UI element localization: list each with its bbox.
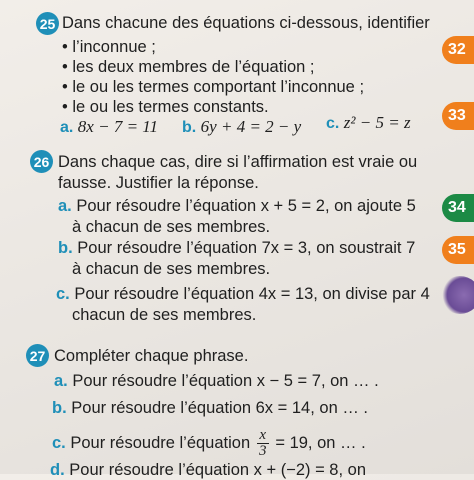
ex25-letter-b: b. bbox=[182, 119, 197, 136]
ex27-item-b bbox=[52, 398, 368, 418]
ex25-equation-b bbox=[182, 117, 301, 137]
ex26-letter-a: a. bbox=[58, 197, 72, 215]
ex26-item-a-line2: à chacun de ses membres. bbox=[72, 218, 271, 236]
ex27-item-d bbox=[50, 460, 366, 480]
ex25-bullet-4: • le ou les termes constants. bbox=[62, 97, 269, 117]
ex26-item-c-line2: chacun de ses membres. bbox=[72, 306, 257, 324]
ex27-item-c-after: = 19, on … . bbox=[275, 433, 366, 452]
ex25-eq-b: 6y + 4 = 2 − y bbox=[200, 117, 302, 136]
ex25-equation-a bbox=[60, 117, 158, 137]
ex25-bullet-1: • l’inconnue ; bbox=[62, 37, 156, 57]
ex27-item-b-text: Pour résoudre l’équation 6x = 14, on … . bbox=[71, 399, 368, 417]
side-tab-35: 35 bbox=[442, 236, 474, 264]
ex26-item-c-line1 bbox=[56, 284, 430, 304]
ex26-item-b-line1 bbox=[58, 238, 415, 258]
ex26-prompt-line2: fausse. Justifier la réponse. bbox=[58, 174, 259, 192]
fraction-denominator: 3 bbox=[259, 443, 267, 459]
ex26-letter-b: b. bbox=[58, 239, 73, 257]
ex26-item-c-text: Pour résoudre l’équation 4x = 13, on divise par 4 bbox=[74, 285, 430, 303]
ex27-prompt: Compléter chaque phrase. bbox=[54, 347, 249, 365]
ex25-bullet-3: • le ou les termes comportant l’inconnue ; bbox=[62, 77, 364, 97]
ex27-fraction bbox=[257, 428, 269, 459]
ex26-item-a-text: Pour résoudre l’équation x + 5 = 2, on ajoute 5 bbox=[76, 197, 416, 215]
ex25-equation-c bbox=[326, 113, 411, 133]
purple-illustration bbox=[440, 276, 474, 314]
ex27-item-a-text: Pour résoudre l’équation x − 5 = 7, on … . bbox=[72, 372, 379, 390]
ex25-bullet-2: • les deux membres de l’équation ; bbox=[62, 57, 315, 77]
ex26-item-a-line1 bbox=[58, 196, 416, 216]
ex26-prompt-line1: Dans chaque cas, dire si l’affirmation est vraie ou bbox=[58, 153, 418, 171]
ex27-item-c bbox=[52, 428, 366, 459]
ex27-letter-b: b. bbox=[52, 399, 67, 417]
ex27-letter-a: a. bbox=[54, 372, 68, 390]
ex25-letter-c: c. bbox=[326, 115, 340, 132]
ex27-item-d-text: Pour résoudre l’équation x + (−2) = 8, on bbox=[69, 461, 366, 479]
ex25-eq-c: z² − 5 = z bbox=[343, 113, 411, 132]
ex27-item-c-before: Pour résoudre l’équation bbox=[70, 433, 251, 452]
ex26-item-b-text: Pour résoudre l’équation 7x = 3, on soustrait 7 bbox=[77, 239, 416, 257]
ex27-item-a bbox=[54, 371, 379, 391]
side-tab-34: 34 bbox=[442, 194, 474, 222]
ex27-letter-d: d. bbox=[50, 461, 65, 479]
exercise-number-25: 25 bbox=[36, 12, 59, 35]
ex25-letter-a: a. bbox=[60, 119, 74, 136]
ex26-item-b-line2: à chacun de ses membres. bbox=[72, 260, 271, 278]
ex26-letter-c: c. bbox=[56, 285, 70, 303]
exercise-number-27: 27 bbox=[26, 344, 49, 367]
side-tab-32: 32 bbox=[442, 36, 474, 64]
exercise-number-26: 26 bbox=[30, 150, 53, 173]
ex25-prompt: Dans chacune des équations ci-dessous, identifier bbox=[62, 14, 430, 32]
ex27-letter-c: c. bbox=[52, 433, 66, 452]
ex25-eq-a: 8x − 7 = 11 bbox=[77, 117, 159, 136]
fraction-numerator: x bbox=[259, 427, 267, 443]
side-tab-33: 33 bbox=[442, 102, 474, 130]
